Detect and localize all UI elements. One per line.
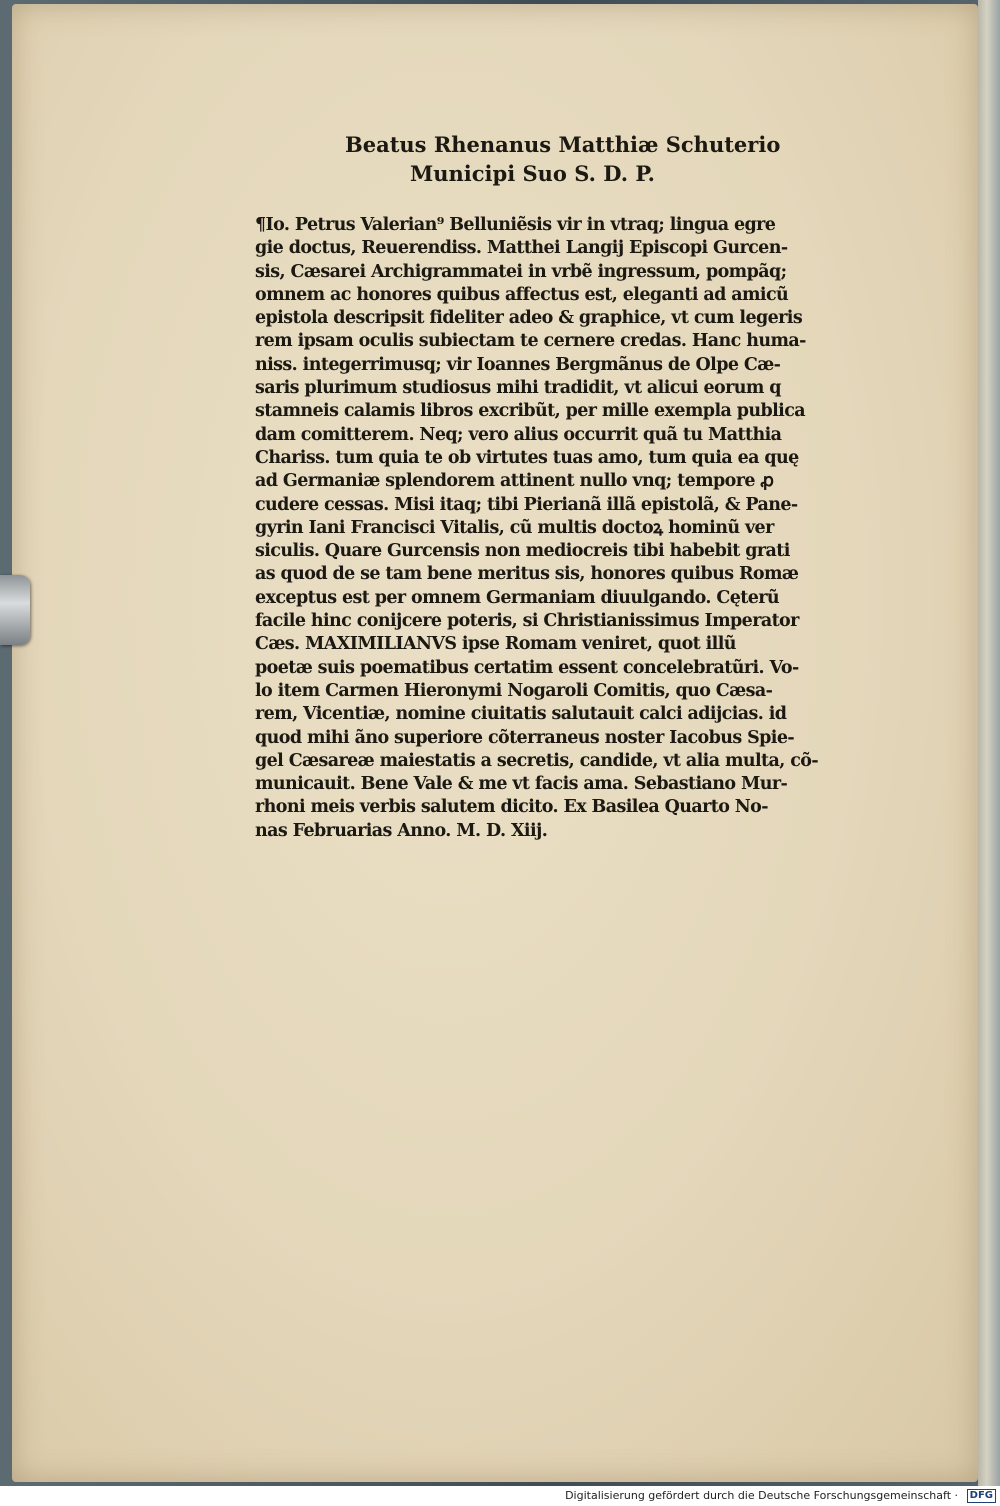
body-line: gie doctus, Reuerendiss. Matthei Langij Episcopi Gurcen- (255, 238, 788, 259)
body-line: lo item Carmen Hieronymi Nogaroli Comitis, quo Cæsa- (255, 680, 773, 701)
heading-line-1: Beatus Rhenanus Matthiæ Schuterio (345, 132, 781, 157)
heading-line-2: Municipi Suo S. D. P. (410, 161, 655, 186)
body-line: ad Germaniæ splendorem attinent nullo vnq; tempore ꝓ (255, 471, 774, 492)
book-cover-edge (978, 0, 1000, 1486)
body-line: facile hinc conijcere poteris, si Christianissimus Imperator (255, 611, 799, 632)
funding-credit: Digitalisierung gefördert durch die Deutsche Forschungsgemeinschaft · (565, 1489, 958, 1502)
dfg-logo: DFG (967, 1489, 996, 1503)
body-line: rhoni meis verbis salutem dicito. Ex Basilea Quarto No- (255, 797, 768, 818)
body-line: nas Februarias Anno. M. D. Xiij. (255, 820, 548, 841)
body-line: dam comitterem. Neq; vero alius occurrit quã tu Matthia (255, 424, 782, 445)
footer-bar (0, 1486, 1000, 1506)
body-line: sis, Cæsarei Archigrammatei in vrbẽ ingressum, pompãq; (255, 261, 787, 282)
body-line: Cæs. MAXIMILIANVS ipse Romam veniret, quot illũ (255, 634, 736, 655)
body-line: exceptus est per omnem Germaniam diuulgando. Cęterũ (255, 587, 780, 608)
body-line: municauit. Bene Vale & me vt facis ama. Sebastiano Mur- (255, 774, 788, 795)
body-line: saris plurimum studiosus mihi tradidit, vt alicui eorum q (255, 378, 781, 399)
body-line: stamneis calamis libros excribũt, per mille exempla publica (255, 401, 806, 422)
body-line: rem, Vicentiæ, nomine ciuitatis salutauit calci adijcias. id (255, 704, 787, 725)
body-line: gyrin Iani Francisci Vitalis, cũ multis doctoꝝ hominũ ver (255, 517, 774, 538)
body-line: rem ipsam oculis subiectam te cernere credas. Hanc huma- (255, 331, 806, 352)
body-line: Chariss. tum quia te ob virtutes tuas amo, tum quia ea quę (255, 447, 799, 468)
body-line: siculis. Quare Gurcensis non mediocreis tibi habebit grati (255, 541, 790, 562)
body-line: omnem ac honores quibus affectus est, eleganti ad amicũ (255, 284, 789, 305)
body-line: niss. integerrimusq; vir Ioannes Bergmãnus de Olpe Cæ- (255, 354, 781, 375)
body-line: cudere cessas. Misi itaq; tibi Pierianã illã epistolã, & Pane- (255, 494, 798, 515)
page-text (255, 130, 955, 843)
letter-heading (255, 130, 955, 188)
body-line: epistola descripsit fideliter adeo & graphice, vt cum legeris (255, 308, 803, 329)
body-line: as quod de se tam bene meritus sis, honores quibus Romæ (255, 564, 799, 585)
body-line: poetæ suis poematibus certatim essent concelebratũri. Vo- (255, 657, 799, 678)
letter-body (255, 214, 955, 843)
body-line: quod mihi ãno superiore cõterraneus noster Iacobus Spie- (255, 727, 795, 748)
page-clip (0, 575, 30, 645)
body-line: ¶Io. Petrus Valerian⁹ Belluniẽsis vir in vtraq; lingua egre (255, 215, 776, 235)
body-line: gel Cæsareæ maiestatis a secretis, candide, vt alia multa, cõ- (255, 750, 819, 771)
